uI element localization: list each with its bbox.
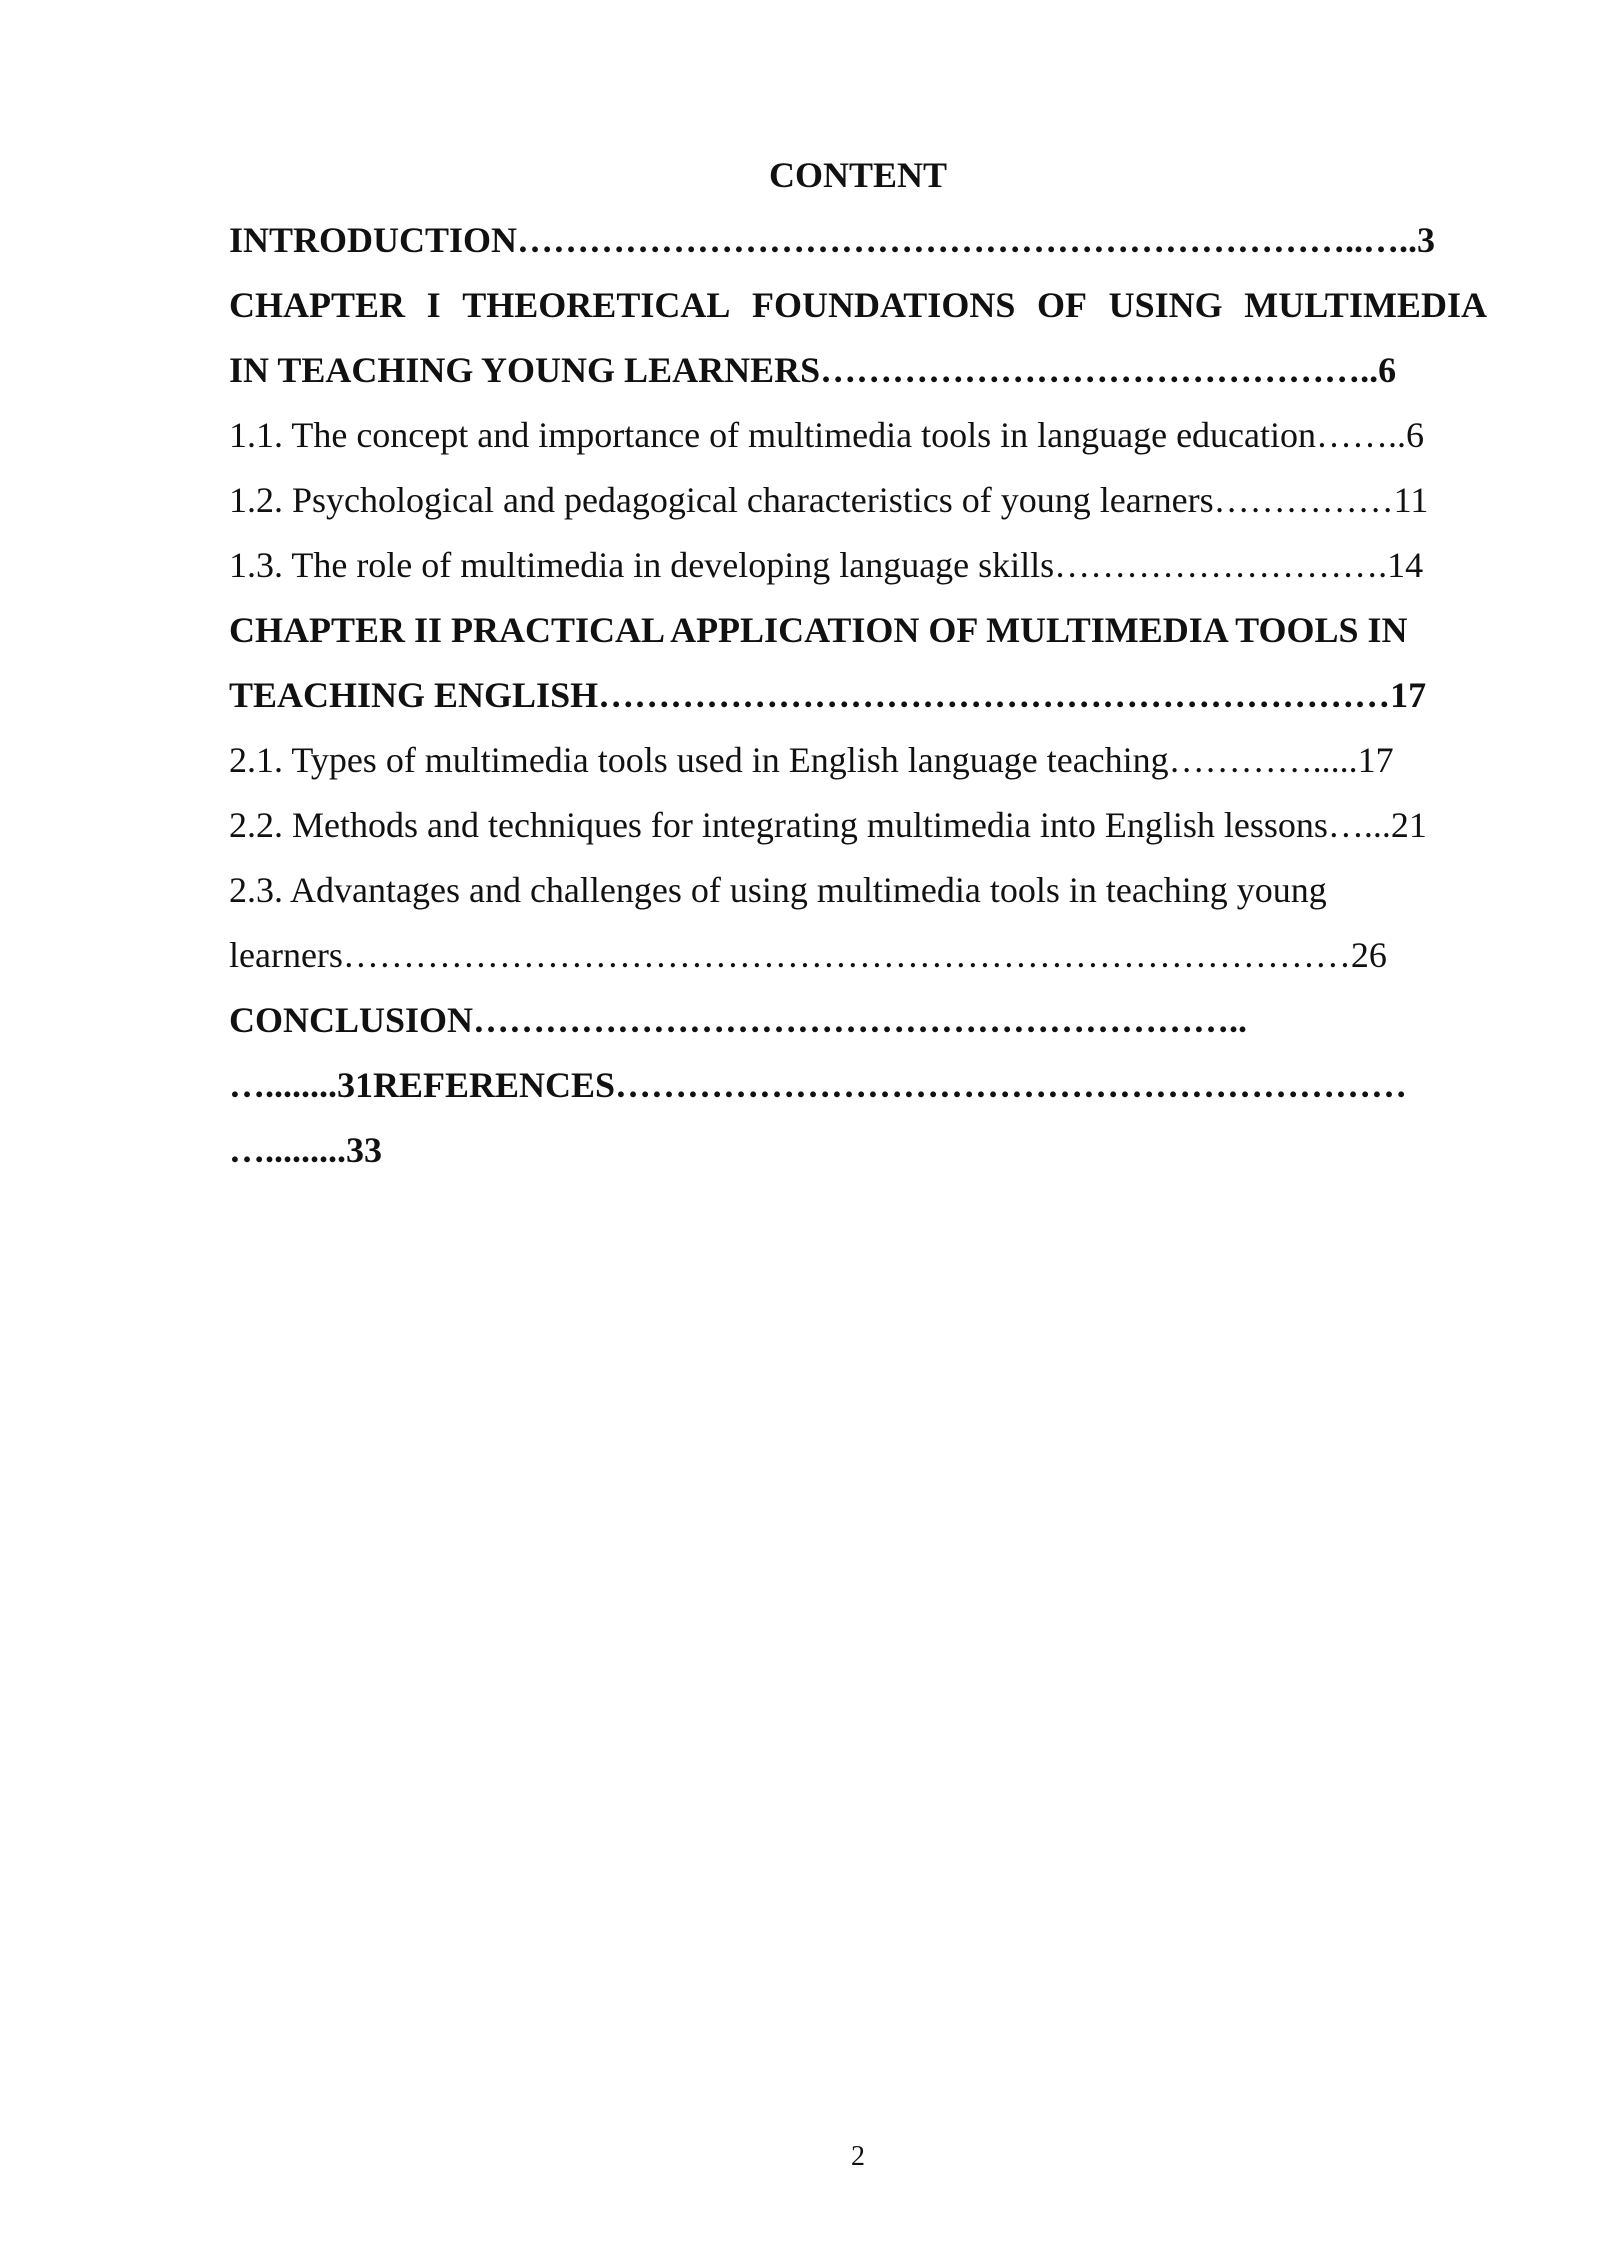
toc-word: MULTIMEDIA [1244, 285, 1487, 325]
page-title: CONTENT [768, 155, 948, 195]
toc-word: THEORETICAL [462, 285, 731, 325]
page-number: 2 [851, 2141, 865, 2172]
toc-chapter-2-heading-line-2[interactable]: TEACHING ENGLISH…………………………………………………………17 [229, 675, 1427, 715]
toc-chapter-1-heading-line-1[interactable] [229, 280, 1487, 330]
toc-section-1-1[interactable]: 1.1. The concept and importance of multimedia tools in language education……..6 [229, 415, 1425, 455]
toc-section-2-2[interactable]: 2.2. Methods and techniques for integrating multimedia into English lessons…...21 [229, 805, 1427, 845]
toc-chapter-2-heading-line-1[interactable]: CHAPTER II PRACTICAL APPLICATION OF MULTIMEDIA TOOLS IN [229, 610, 1408, 650]
toc-section-1-2[interactable]: 1.2. Psychological and pedagogical characteristics of young learners……………11 [229, 480, 1429, 520]
toc-section-2-3-line-2[interactable]: learners…………………………………………………………………………26 [229, 935, 1387, 975]
toc-chapter-1-heading-line-2[interactable]: IN TEACHING YOUNG LEARNERS………………………………………..6 [229, 350, 1397, 390]
toc-references-page[interactable]: ….........33 [229, 1130, 382, 1170]
toc-word: CHAPTER [229, 285, 406, 325]
toc-section-1-3[interactable]: 1.3. The role of multimedia in developing language skills……………………….14 [229, 545, 1424, 585]
toc-introduction[interactable]: INTRODUCTION……………………………………………………………..…..3 [229, 220, 1436, 260]
toc-word: OF [1036, 285, 1087, 325]
toc-word: USING [1108, 285, 1223, 325]
toc-word: I [426, 285, 441, 325]
toc-conclusion[interactable]: CONCLUSION……………………………………………………….. [229, 1000, 1248, 1040]
toc-section-2-1[interactable]: 2.1. Types of multimedia tools used in English language teaching………….....17 [229, 740, 1394, 780]
toc-conclusion-references[interactable]: …........31REFERENCES………………………………………………………… [229, 1065, 1408, 1105]
toc-word: FOUNDATIONS [751, 285, 1016, 325]
toc-section-2-3-line-1[interactable]: 2.3. Advantages and challenges of using multimedia tools in teaching young [229, 870, 1327, 910]
